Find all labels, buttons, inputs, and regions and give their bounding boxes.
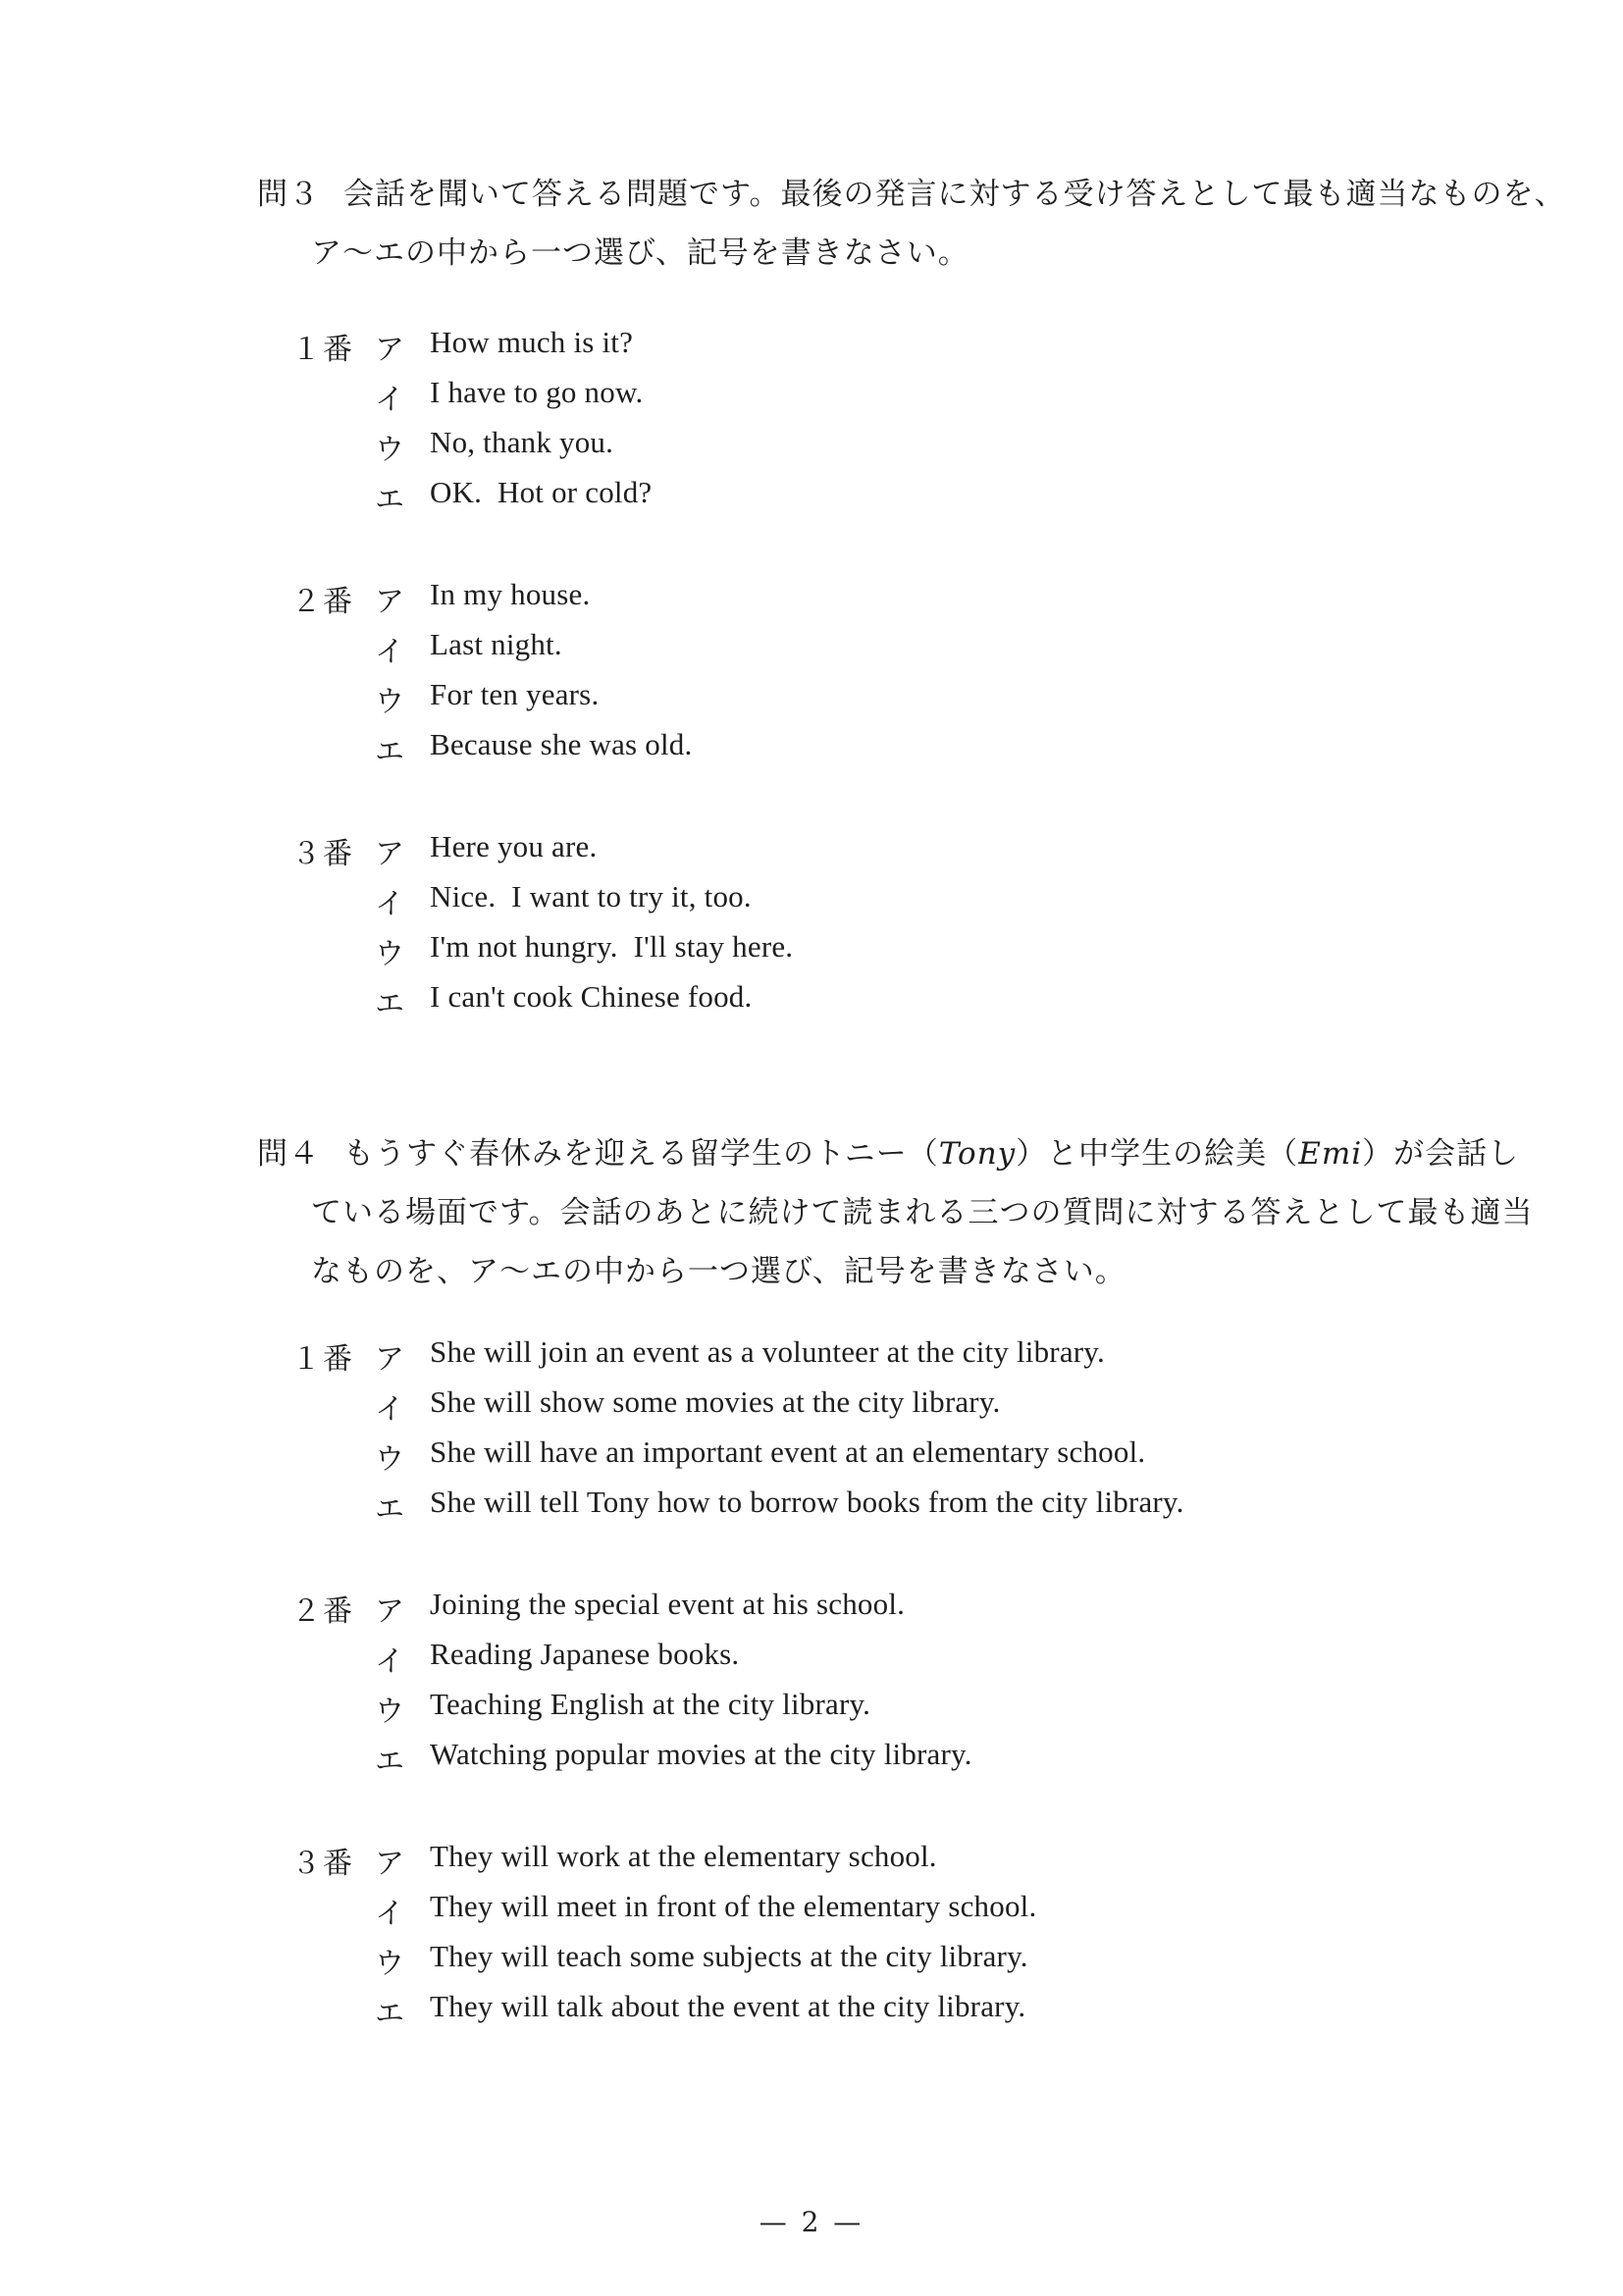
option-text: She will tell Tony how to borrow books from the city library.	[430, 1485, 1184, 1519]
option-text: They will meet in front of the elementary school.	[430, 1889, 1037, 1923]
option-kana: ア	[375, 333, 404, 367]
option-kana: イ	[375, 635, 404, 669]
option-kana: エ	[375, 735, 404, 769]
question-4-instruction-line-3: なものを、ア～エの中から一つ選び、記号を書きなさい。	[311, 1254, 1126, 1289]
option-text: Joining the special event at his school.	[430, 1587, 906, 1621]
option-text: They will teach some subjects at the city library.	[430, 1939, 1028, 1973]
option-text: I have to go now.	[430, 375, 644, 409]
question-3-number: 問３	[257, 177, 320, 212]
option-kana: イ	[375, 887, 404, 921]
question-3-instruction-line-1: 会話を聞いて答える問題です。最後の発言に対する受け答えとして最も適当なものを、	[343, 177, 1566, 212]
option-text: She will show some movies at the city library.	[430, 1384, 1001, 1419]
option-text: I'm not hungry. I'll stay here.	[430, 929, 794, 964]
option-kana: イ	[375, 383, 404, 417]
q3-1-label: １番	[291, 333, 354, 367]
question-4-instructions	[257, 1124, 1534, 1301]
option-text: Here you are.	[430, 829, 598, 863]
option-text: OK. Hot or cold?	[430, 475, 653, 509]
option-text: No, thank you.	[430, 425, 614, 459]
option-text: Teaching English at the city library.	[430, 1687, 871, 1721]
question-3-instructions	[257, 165, 1566, 283]
option-text: Last night.	[430, 627, 562, 661]
option-text: Reading Japanese books.	[430, 1637, 740, 1671]
option-kana: ア	[375, 1594, 404, 1629]
page-number: — 2 —	[759, 2206, 864, 2238]
option-kana: ア	[375, 585, 404, 619]
q4-1-label: １番	[291, 1342, 354, 1377]
option-text: For ten years.	[430, 677, 600, 711]
option-text: She will join an event as a volunteer at the city library.	[430, 1334, 1105, 1369]
question-4-instruction-line-2: ている場面です。会話のあとに続けて読まれる三つの質問に対する答えとして最も適当	[311, 1195, 1534, 1230]
option-text: I can't cook Chinese food.	[430, 979, 753, 1014]
option-kana: ウ	[375, 685, 404, 719]
q4-3-label: ３番	[291, 1847, 354, 1881]
option-kana: イ	[375, 1392, 404, 1427]
option-kana: エ	[375, 987, 404, 1021]
option-kana: ウ	[375, 1947, 404, 1981]
question-4-instruction-line-1: もうすぐ春休みを迎える留学生のトニー（Tony）と中学生の絵美（Emi）が会話し	[343, 1136, 1520, 1172]
option-kana: ア	[375, 1847, 404, 1881]
option-kana: ウ	[375, 433, 404, 467]
option-kana: ア	[375, 1342, 404, 1377]
option-kana: エ	[375, 483, 404, 517]
option-kana: イ	[375, 1897, 404, 1931]
option-text: Nice. I want to try it, too.	[430, 879, 752, 913]
option-kana: エ	[375, 1745, 404, 1779]
option-text: She will have an important event at an elementary school.	[430, 1435, 1146, 1469]
option-text: How much is it?	[430, 325, 634, 359]
option-kana: ア	[375, 837, 404, 871]
option-kana: ウ	[375, 1695, 404, 1729]
option-kana: イ	[375, 1644, 404, 1679]
option-text: In my house.	[430, 577, 591, 611]
option-kana: エ	[375, 1492, 404, 1527]
option-text: They will work at the elementary school.	[430, 1839, 937, 1873]
option-text: Watching popular movies at the city library.	[430, 1737, 972, 1771]
option-kana: ウ	[375, 1442, 404, 1477]
q3-3-label: ３番	[291, 837, 354, 871]
q4-2-label: ２番	[291, 1594, 354, 1629]
q3-2-label: ２番	[291, 585, 354, 619]
option-text: They will talk about the event at the city library.	[430, 1989, 1026, 2023]
option-kana: エ	[375, 1997, 404, 2031]
question-3-instruction-line-2: ア～エの中から一つ選び、記号を書きなさい。	[311, 235, 969, 271]
option-kana: ウ	[375, 937, 404, 971]
option-text: Because she was old.	[430, 727, 693, 761]
question-4-number: 問４	[257, 1136, 320, 1172]
